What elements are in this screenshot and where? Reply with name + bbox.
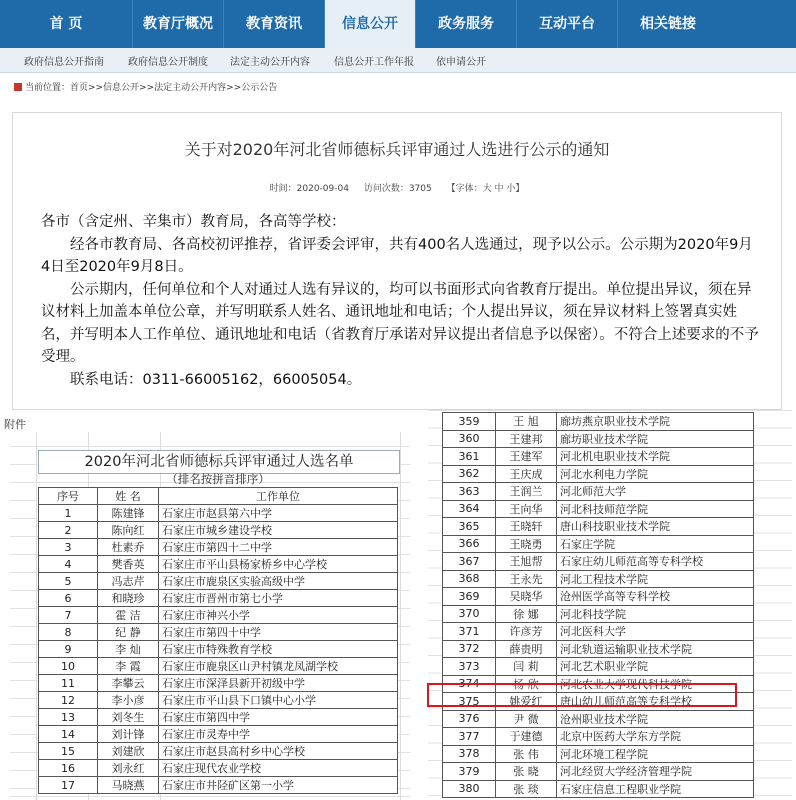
table-row	[443, 763, 754, 781]
row-unit: 河北艺术职业学院	[557, 658, 754, 676]
table-row	[443, 728, 754, 746]
row-unit: 石家庄市赵县第六中学	[159, 505, 398, 522]
row-name: 张 伟	[496, 745, 557, 763]
table-row	[443, 553, 754, 571]
nav-item[interactable]: 信息公开	[325, 0, 415, 48]
paragraph: 经各市教育局、各高校初评推荐，省评委会评审，共有400名人选通过，现予以公示。公示期为2020年9月4日至2020年9月8日。	[41, 236, 753, 275]
row-index: 9	[39, 641, 98, 658]
row-index: 380	[443, 780, 496, 798]
row-unit: 石家庄市鹿泉区实验高级中学	[159, 573, 398, 590]
top-nav	[0, 0, 796, 48]
font-size-control[interactable]: 【字体：大 中 小】	[446, 184, 525, 194]
table-row	[39, 658, 398, 675]
row-unit: 石家庄市神兴小学	[159, 607, 398, 624]
row-name: 刘建欣	[98, 743, 159, 760]
row-name: 王建邦	[496, 430, 557, 448]
row-index: 359	[443, 413, 496, 431]
nav-item[interactable]: 政务服务	[438, 16, 494, 32]
table-row	[443, 623, 754, 641]
row-unit: 石家庄学院	[557, 535, 754, 553]
row-name: 冯志芹	[98, 573, 159, 590]
table-row	[39, 573, 398, 590]
row-unit: 北京中医药大学东方学院	[557, 728, 754, 746]
table-header-row	[39, 488, 398, 505]
row-index: 14	[39, 726, 98, 743]
nav-item[interactable]: 互动平台	[539, 16, 595, 32]
row-unit: 石家庄幼儿师范高等专科学校	[557, 553, 754, 571]
row-index: 372	[443, 640, 496, 658]
nav-item[interactable]: 相关链接	[640, 16, 696, 32]
row-name: 霍 洁	[98, 607, 159, 624]
row-unit: 石家庄市井陉矿区第一小学	[159, 777, 398, 794]
header-unit: 工作单位	[159, 488, 398, 505]
row-name: 王 旭	[496, 413, 557, 431]
row-name: 刘冬生	[98, 709, 159, 726]
row-unit: 石家庄市第四十二中学	[159, 539, 398, 556]
row-name: 张 琰	[496, 780, 557, 798]
table-row	[443, 413, 754, 431]
table-row	[443, 780, 754, 798]
row-unit: 河北农业大学现代科技学院	[557, 675, 754, 693]
row-unit: 河北师范大学	[557, 483, 754, 501]
row-name: 陈向红	[98, 522, 159, 539]
row-unit: 石家庄市深泽县新开初级中学	[159, 675, 398, 692]
row-name: 刘永红	[98, 760, 159, 777]
row-index: 17	[39, 777, 98, 794]
row-index: 11	[39, 675, 98, 692]
row-unit: 河北机电职业技术学院	[557, 448, 754, 466]
attachment-label: 附件	[4, 418, 26, 431]
table-row	[39, 675, 398, 692]
row-name: 王庆成	[496, 465, 557, 483]
row-index: 373	[443, 658, 496, 676]
subnav-item-active-content[interactable]: 法定主动公开内容	[230, 57, 310, 68]
row-unit: 石家庄现代农业学校	[159, 760, 398, 777]
row-unit: 廊坊燕京职业技术学院	[557, 413, 754, 431]
row-unit: 河北工程技术学院	[557, 570, 754, 588]
row-index: 370	[443, 605, 496, 623]
spreadsheet-right	[428, 410, 792, 800]
row-name: 马晓燕	[98, 777, 159, 794]
table-row	[39, 607, 398, 624]
row-name: 杜素乔	[98, 539, 159, 556]
table-row	[39, 556, 398, 573]
row-index: 376	[443, 710, 496, 728]
row-index: 16	[39, 760, 98, 777]
row-unit: 石家庄市平山县杨家桥乡中心学校	[159, 556, 398, 573]
table-row	[443, 465, 754, 483]
row-index: 374	[443, 675, 496, 693]
row-unit: 沧州职业技术学院	[557, 710, 754, 728]
table-row	[443, 745, 754, 763]
row-name: 王永先	[496, 570, 557, 588]
table-row	[443, 483, 754, 501]
row-name: 张 晓	[496, 763, 557, 781]
row-index: 12	[39, 692, 98, 709]
row-name: 樊香英	[98, 556, 159, 573]
row-unit: 河北轨道运输职业技术学院	[557, 640, 754, 658]
row-unit: 石家庄市鹿泉区山尹村镇龙凤湖学校	[159, 658, 398, 675]
breadcrumb	[14, 80, 277, 93]
table-row	[39, 590, 398, 607]
row-unit: 廊坊职业技术学院	[557, 430, 754, 448]
row-name: 王向华	[496, 500, 557, 518]
row-unit: 石家庄市灵寿中学	[159, 726, 398, 743]
row-name: 于建德	[496, 728, 557, 746]
row-name: 李攀云	[98, 675, 159, 692]
row-unit: 石家庄市第四十中学	[159, 624, 398, 641]
candidate-table-left	[38, 487, 398, 794]
row-unit: 石家庄市第四中学	[159, 709, 398, 726]
subnav-item-guide[interactable]: 政府信息公开指南	[24, 57, 104, 68]
table-row	[443, 430, 754, 448]
table-row	[39, 539, 398, 556]
row-unit: 石家庄市平山县下口镇中心小学	[159, 692, 398, 709]
row-index: 1	[39, 505, 98, 522]
row-name: 王润兰	[496, 483, 557, 501]
row-unit: 石家庄市赵县高村乡中心学校	[159, 743, 398, 760]
row-unit: 石家庄市特殊教育学校	[159, 641, 398, 658]
subnav-item-annual-report[interactable]: 信息公开工作年报	[334, 57, 414, 68]
header-name: 姓 名	[98, 488, 159, 505]
row-index: 379	[443, 763, 496, 781]
row-name: 薛贵明	[496, 640, 557, 658]
row-name: 尹 微	[496, 710, 557, 728]
row-name: 纪 静	[98, 624, 159, 641]
row-index: 365	[443, 518, 496, 536]
row-index: 4	[39, 556, 98, 573]
location-icon	[14, 83, 22, 91]
row-unit: 沧州医学高等专科学校	[557, 588, 754, 606]
publish-time: 时间：2020-09-04	[269, 184, 349, 194]
table-row	[39, 709, 398, 726]
row-name: 王晓勇	[496, 535, 557, 553]
subnav-item-system[interactable]: 政府信息公开制度	[128, 57, 208, 68]
table-row	[39, 692, 398, 709]
table-row	[443, 605, 754, 623]
article-body	[41, 211, 761, 391]
table-row	[443, 710, 754, 728]
row-index: 371	[443, 623, 496, 641]
contact-phone: 联系电话：0311-66005162，66005054。	[70, 371, 362, 388]
table-row	[39, 777, 398, 794]
table-row	[443, 640, 754, 658]
visit-count: 访问次数：3705	[363, 184, 432, 194]
candidate-table-right	[442, 412, 754, 798]
row-name: 王晓轩	[496, 518, 557, 536]
row-index: 361	[443, 448, 496, 466]
row-index: 367	[443, 553, 496, 571]
article-box	[12, 112, 782, 410]
table-row	[443, 588, 754, 606]
subnav-item-application[interactable]: 依申请公开	[436, 57, 486, 68]
spreadsheet-left	[10, 432, 410, 800]
sheet-subtitle: （排名按拼音排序）	[166, 472, 270, 486]
row-name: 杨 欣	[496, 675, 557, 693]
row-name: 吴晓华	[496, 588, 557, 606]
row-name: 许彦芳	[496, 623, 557, 641]
row-name: 李小彦	[98, 692, 159, 709]
nav-item[interactable]: 教育资讯	[246, 16, 302, 32]
table-row	[443, 448, 754, 466]
table-row	[443, 518, 754, 536]
row-index: 364	[443, 500, 496, 518]
row-unit: 石家庄市晋州市第七小学	[159, 590, 398, 607]
row-name: 王建军	[496, 448, 557, 466]
highlight-box	[427, 683, 737, 707]
row-name: 陈建锋	[98, 505, 159, 522]
row-name: 刘计锋	[98, 726, 159, 743]
article-meta	[13, 181, 781, 194]
table-row	[39, 624, 398, 641]
row-unit: 唐山幼儿师范高等专科学校	[557, 693, 754, 711]
salutation: 各市（含定州、辛集市）教育局，各高等学校：	[41, 214, 346, 230]
row-unit: 河北科技学院	[557, 605, 754, 623]
row-index: 363	[443, 483, 496, 501]
table-row	[39, 522, 398, 539]
row-index: 378	[443, 745, 496, 763]
table-row	[443, 570, 754, 588]
row-index: 366	[443, 535, 496, 553]
row-index: 368	[443, 570, 496, 588]
table-row	[39, 760, 398, 777]
nav-item[interactable]: 教育厅概况	[143, 16, 213, 32]
row-unit: 河北水利电力学院	[557, 465, 754, 483]
row-index: 369	[443, 588, 496, 606]
row-index: 377	[443, 728, 496, 746]
row-unit: 河北经贸大学经济管理学院	[557, 763, 754, 781]
row-index: 5	[39, 573, 98, 590]
row-unit: 河北医科大学	[557, 623, 754, 641]
table-row	[39, 726, 398, 743]
row-index: 8	[39, 624, 98, 641]
row-name: 徐 娜	[496, 605, 557, 623]
row-index: 7	[39, 607, 98, 624]
table-row	[443, 658, 754, 676]
row-unit: 唐山科技职业技术学院	[557, 518, 754, 536]
row-index: 3	[39, 539, 98, 556]
sub-nav	[0, 48, 796, 73]
row-index: 10	[39, 658, 98, 675]
sheet-title: 2020年河北省师德标兵评审通过人选名单	[38, 450, 400, 474]
row-index: 360	[443, 430, 496, 448]
row-index: 15	[39, 743, 98, 760]
table-row	[443, 535, 754, 553]
row-name: 李 霞	[98, 658, 159, 675]
row-index: 13	[39, 709, 98, 726]
row-name: 闫 莉	[496, 658, 557, 676]
row-name: 和晓珍	[98, 590, 159, 607]
table-row	[443, 500, 754, 518]
row-unit: 河北环境工程学院	[557, 745, 754, 763]
row-index: 375	[443, 693, 496, 711]
row-name: 姚爱红	[496, 693, 557, 711]
row-name: 王旭帮	[496, 553, 557, 571]
row-unit: 石家庄信息工程职业学院	[557, 780, 754, 798]
header-index: 序号	[39, 488, 98, 505]
row-unit: 河北科技师范学院	[557, 500, 754, 518]
table-row	[39, 641, 398, 658]
table-row	[39, 505, 398, 522]
row-index: 2	[39, 522, 98, 539]
row-index: 362	[443, 465, 496, 483]
row-name: 李 灿	[98, 641, 159, 658]
table-row	[39, 743, 398, 760]
row-index: 6	[39, 590, 98, 607]
paragraph: 公示期内，任何单位和个人对通过人选有异议的，均可以书面形式向省教育厅提出。单位提出异议，须在异议材料上加盖本单位公章，并写明联系人姓名、通讯地址和电话；个人提出异议，须在异议材料上签署真实姓名，并写明本人工作单位、通讯地址和电话（省教育厅承诺对异议提出者信息予以保密）。不符合上述要求的不予受理。	[41, 281, 759, 365]
breadcrumb-text[interactable]: 当前位置：首页>>信息公开>>法定主动公开内容>>公示公告	[25, 83, 278, 93]
nav-item[interactable]: 首 页	[49, 16, 83, 32]
row-unit: 石家庄市城乡建设学校	[159, 522, 398, 539]
article-title: 关于对2020年河北省师德标兵评审通过人选进行公示的通知	[184, 140, 610, 159]
